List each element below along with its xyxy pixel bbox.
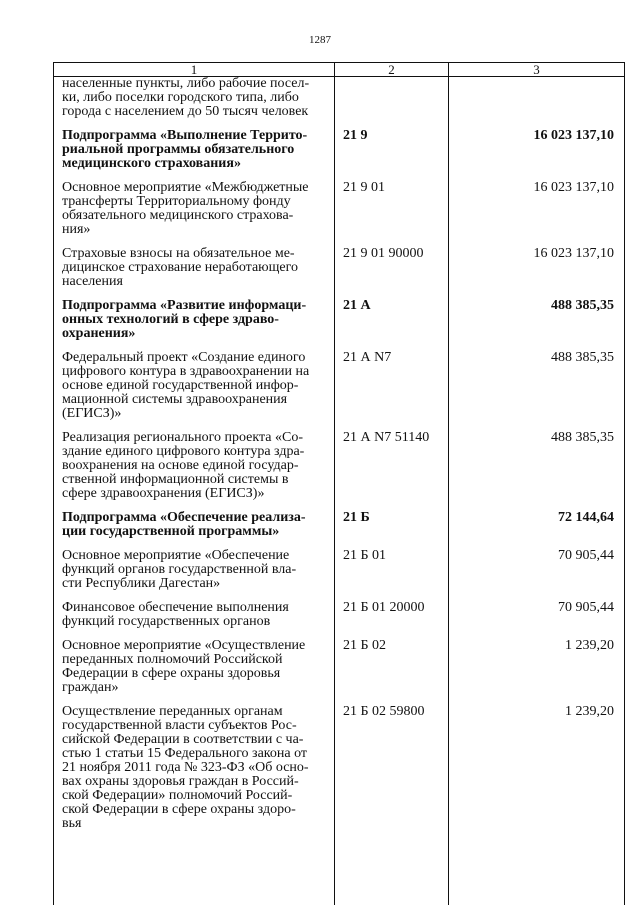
row-name-line: государственной власти субъектов Рос- [62, 718, 297, 733]
row-name-cell [54, 247, 335, 299]
row-name-line: Подпрограмма «Выполнение Террито- [62, 128, 308, 143]
column-header-2: 2 [335, 63, 449, 77]
row-name-line: ской Федерации в сфере охраны здоро- [62, 802, 296, 817]
row-name-line: стью 1 статьи 15 Федерального закона от [62, 746, 308, 761]
row-name-line: 21 ноября 2011 года № 323-ФЗ «Об осно- [62, 760, 309, 775]
row-name-line: ственной информационной системы в [62, 472, 289, 487]
row-name-line: мационной системы здравоохранения [62, 392, 288, 407]
row-name-cell [54, 77, 335, 130]
row-amount-cell [449, 77, 625, 130]
row-name-cell [54, 549, 335, 601]
row-name-line: здание единого цифрового контура здра- [62, 444, 305, 459]
table-filler-row [54, 841, 625, 905]
row-name-line: ции государственной программы» [62, 524, 280, 539]
row-amount-cell: 488 385,35 [449, 299, 625, 351]
row-name-line: медицинского страхования» [62, 156, 241, 171]
row-name-line: цифрового контура в здравоохранении на [62, 364, 310, 379]
row-name-line: основе единой государственной инфор- [62, 378, 299, 393]
filler-cell [449, 841, 625, 905]
row-name-line: онных технологий в сфере здраво- [62, 312, 279, 327]
row-name-line: Основное мероприятие «Осуществление [62, 638, 306, 653]
filler-cell [335, 841, 449, 905]
row-name-cell [54, 129, 335, 181]
row-name-cell [54, 431, 335, 511]
row-name-line: функций органов государственной вла- [62, 562, 297, 577]
row-amount-cell: 72 144,64 [449, 511, 625, 549]
row-name-line: ки, либо поселки городского типа, либо [62, 90, 299, 105]
column-header-1: 1 [54, 63, 335, 77]
row-name-line: населения [62, 274, 123, 289]
table-row [54, 77, 625, 130]
row-name-line: вья [62, 816, 82, 831]
table-row [54, 639, 625, 705]
table-row [54, 181, 625, 247]
row-code-cell: 21 Б 01 20000 [335, 601, 449, 639]
row-code-cell: 21 А N7 51140 [335, 431, 449, 511]
row-name-line: Осуществление переданных органам [62, 704, 283, 719]
row-name-line: функций государственных органов [62, 614, 271, 629]
row-code-cell: 21 9 01 [335, 181, 449, 247]
row-code-cell: 21 Б 01 [335, 549, 449, 601]
row-name-line: воохранения на основе единой государ- [62, 458, 299, 473]
row-name-line: (ЕГИСЗ)» [62, 406, 122, 421]
row-name-cell [54, 351, 335, 431]
row-code-cell: 21 Б 02 59800 [335, 705, 449, 841]
row-name-line: сти Республики Дагестан» [62, 576, 221, 591]
row-code-cell: 21 Б 02 [335, 639, 449, 705]
table-row [54, 705, 625, 841]
row-name-line: Реализация регионального проекта «Со- [62, 430, 304, 445]
row-name-line: переданных полномочий Российской [62, 652, 283, 667]
row-name-line: риальной программы обязательного [62, 142, 295, 157]
row-amount-cell: 16 023 137,10 [449, 247, 625, 299]
row-code-cell: 21 А N7 [335, 351, 449, 431]
row-name-line: охранения» [62, 326, 136, 341]
row-amount-cell: 1 239,20 [449, 639, 625, 705]
row-name-line: Федеральный проект «Создание единого [62, 350, 306, 365]
row-code-cell: 21 9 01 90000 [335, 247, 449, 299]
table-row [54, 511, 625, 549]
row-name-line: граждан» [62, 680, 119, 695]
row-amount-cell: 70 905,44 [449, 601, 625, 639]
row-code-cell: 21 9 [335, 129, 449, 181]
row-amount-cell: 70 905,44 [449, 549, 625, 601]
row-name-cell [54, 181, 335, 247]
row-name-line: сфере здравоохранения (ЕГИСЗ)» [62, 486, 265, 501]
row-name-line: вах охраны здоровья граждан в Россий- [62, 774, 299, 789]
row-name-line: трансферты Территориальному фонду [62, 194, 291, 209]
table-row [54, 549, 625, 601]
table-body [54, 77, 625, 905]
row-amount-cell: 16 023 137,10 [449, 129, 625, 181]
page-number: 1287 [309, 34, 331, 46]
row-name-line: города с населением до 50 тысяч человек [62, 104, 309, 119]
row-name-line: дицинское страхование неработающего [62, 260, 299, 275]
row-amount-cell: 488 385,35 [449, 351, 625, 431]
row-name-line: ния» [62, 222, 91, 237]
row-code-cell: 21 А [335, 299, 449, 351]
row-name-cell [54, 511, 335, 549]
row-name-line: Основное мероприятие «Межбюджетные [62, 180, 309, 195]
table-row [54, 299, 625, 351]
filler-cell [54, 841, 335, 905]
row-name-line: населенные пункты, либо рабочие посел- [62, 76, 310, 91]
column-header-3: 3 [449, 63, 625, 77]
budget-table [53, 62, 625, 905]
row-code-cell [335, 77, 449, 130]
row-amount-cell: 488 385,35 [449, 431, 625, 511]
row-name-line: обязательного медицинского страхова- [62, 208, 294, 223]
row-name-line: Финансовое обеспечение выполнения [62, 600, 289, 615]
row-name-line: сийской Федерации в соответствии с ча- [62, 732, 304, 747]
table-row [54, 601, 625, 639]
row-name-line: ской Федерации» полномочий Россий- [62, 788, 293, 803]
table-row [54, 247, 625, 299]
row-name-line: Страховые взносы на обязательное ме- [62, 246, 295, 261]
row-name-line: Подпрограмма «Обеспечение реализа- [62, 510, 306, 525]
row-amount-cell: 16 023 137,10 [449, 181, 625, 247]
header-row [54, 63, 625, 77]
table-row [54, 129, 625, 181]
table-row [54, 431, 625, 511]
row-name-line: Подпрограмма «Развитие информаци- [62, 298, 307, 313]
table-row [54, 351, 625, 431]
row-amount-cell: 1 239,20 [449, 705, 625, 841]
row-name-cell [54, 639, 335, 705]
row-name-cell [54, 705, 335, 841]
row-name-cell [54, 601, 335, 639]
row-code-cell: 21 Б [335, 511, 449, 549]
row-name-line: Основное мероприятие «Обеспечение [62, 548, 290, 563]
row-name-cell [54, 299, 335, 351]
row-name-line: Федерации в сфере охраны здоровья [62, 666, 281, 681]
